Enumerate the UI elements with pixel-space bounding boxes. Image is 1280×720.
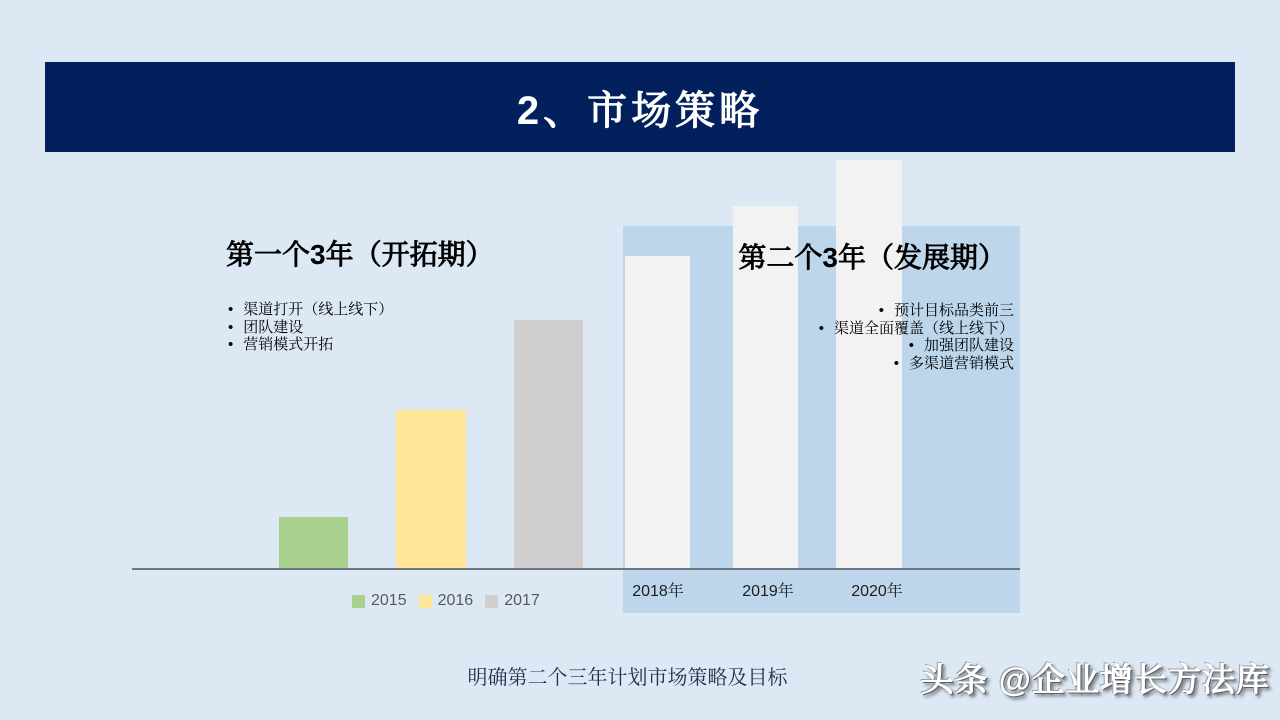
bullet-item: • 渠道打开（线上线下） [228,301,393,319]
bar-2016 [396,410,466,568]
x-axis-line [132,568,1020,570]
slide-title: 2、市场策略 [516,88,764,133]
bar-2015 [279,517,348,568]
phase2-bullet-list [594,302,1014,372]
watermark: 头条 @企业增长方法库 [920,661,1270,698]
legend-label-2015: 2015 [371,592,407,609]
bullet-item: • 多渠道营销模式 [594,355,1014,373]
slide-header [45,62,1235,152]
bullet-item: • 团队建设 [228,319,393,337]
legend-item-2017 [485,592,540,610]
legend-item-2015 [352,592,407,610]
legend-label-2016: 2016 [437,592,474,609]
chart-legend [352,592,540,610]
bar-2017 [514,320,583,568]
phase2-heading: 第二个3年（发展期） [738,242,1006,273]
bullet-item: • 预计目标品类前三 [594,302,1014,320]
slide-caption: 明确第二个三年计划市场策略及目标 [467,667,788,689]
bullet-item: • 营销模式开拓 [228,336,393,354]
bullet-item: • 渠道全面覆盖（线上线下） [594,320,1014,338]
legend-swatch-2015-icon [352,595,365,608]
legend-label-2017: 2017 [504,592,540,609]
legend-swatch-2017-icon [485,595,498,608]
phase1-heading: 第一个3年（开拓期） [226,239,494,270]
x-axis-label-2018: 2018年 [632,583,684,600]
phase1-bullet-list [228,301,393,354]
legend-swatch-2016-icon [419,595,432,608]
x-axis-label-2019: 2019年 [742,583,794,600]
x-axis-label-2020: 2020年 [851,583,903,600]
legend-item-2016 [419,592,474,610]
bullet-item: • 加强团队建设 [594,337,1014,355]
